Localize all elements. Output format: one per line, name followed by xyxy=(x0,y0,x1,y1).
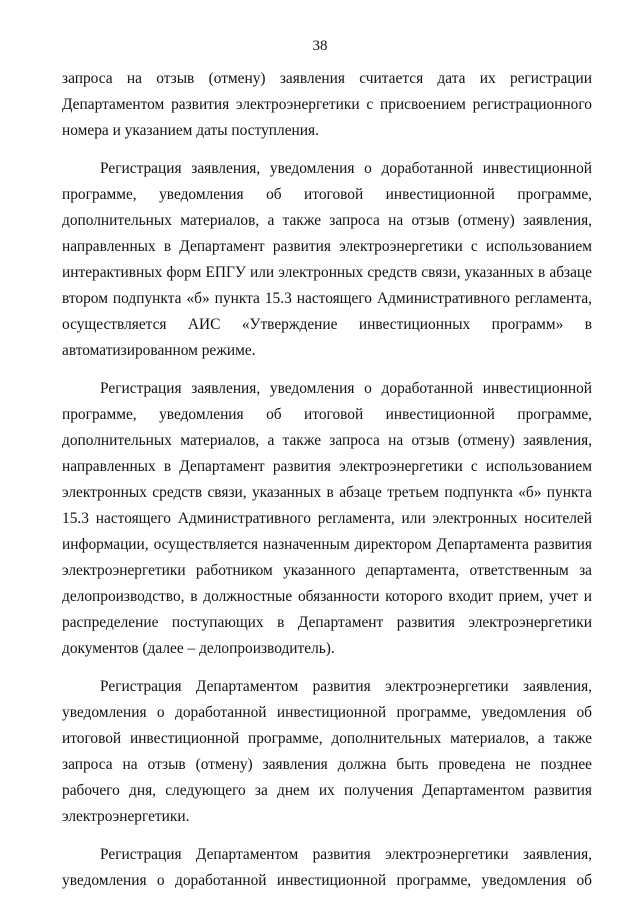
paragraph-registration-continued: Регистрация Департаментом развития электроэнергетики заявления, уведомления о доработанной инвестиционной программе, уведомления об xyxy=(62,846,592,889)
page-number: 38 xyxy=(312,38,328,54)
paragraph-registration-automated: Регистрация заявления, уведомления о доработанной инвестиционной программе, уведомления об итоговой инвестиционной программе, дополнительных материалов, а также запроса на отзыв (отмену) заявления, направленных в Департамент развития электроэнергетики с использованием интерактивных форм ЕПГУ или электронных средств связи, указанных в абзаце втором подпункта «б» пункта 15.3 настоящего Административного регламента, осуществляется АИС «Утверждение инвестиционных программ» в автоматизированном режиме. xyxy=(62,160,592,359)
paragraph-continuation: запроса на отзыв (отмену) заявления считается дата их регистрации Департаментом развития электроэнергетики с присвоением регистрационного номера и указанием даты поступления. xyxy=(62,70,592,139)
paragraph-registration-clerk: Регистрация заявления, уведомления о доработанной инвестиционной программе, уведомления об итоговой инвестиционной программе, дополнительных материалов, а также запроса на отзыв (отмену) заявления, направленных в Департамент развития электроэнергетики с использованием электронных средств связи, указанных в абзаце третьем подпункта «б» пункта 15.3 настоящего Административного регламента, или электронных носителей информации, осуществляется назначенным директором Департамента развития электроэнергетики работником указанного департамента, ответственным за делопроизводство, в должностные обязанности которого входит прием, учет и распределение поступающих в Департамент развития электроэнергетики документов (далее – делопроизводитель). xyxy=(62,380,592,657)
paragraph-registration-deadline: Регистрация Департаментом развития электроэнергетики заявления, уведомления о доработанной инвестиционной программе, уведомления об итоговой инвестиционной программе, дополнительных материалов, а также запроса на отзыв (отмену) заявления должна быть проведена не позднее рабочего дня, следующего за днем их получения Департаментом развития электроэнергетики. xyxy=(62,678,592,825)
document-body xyxy=(62,66,592,906)
